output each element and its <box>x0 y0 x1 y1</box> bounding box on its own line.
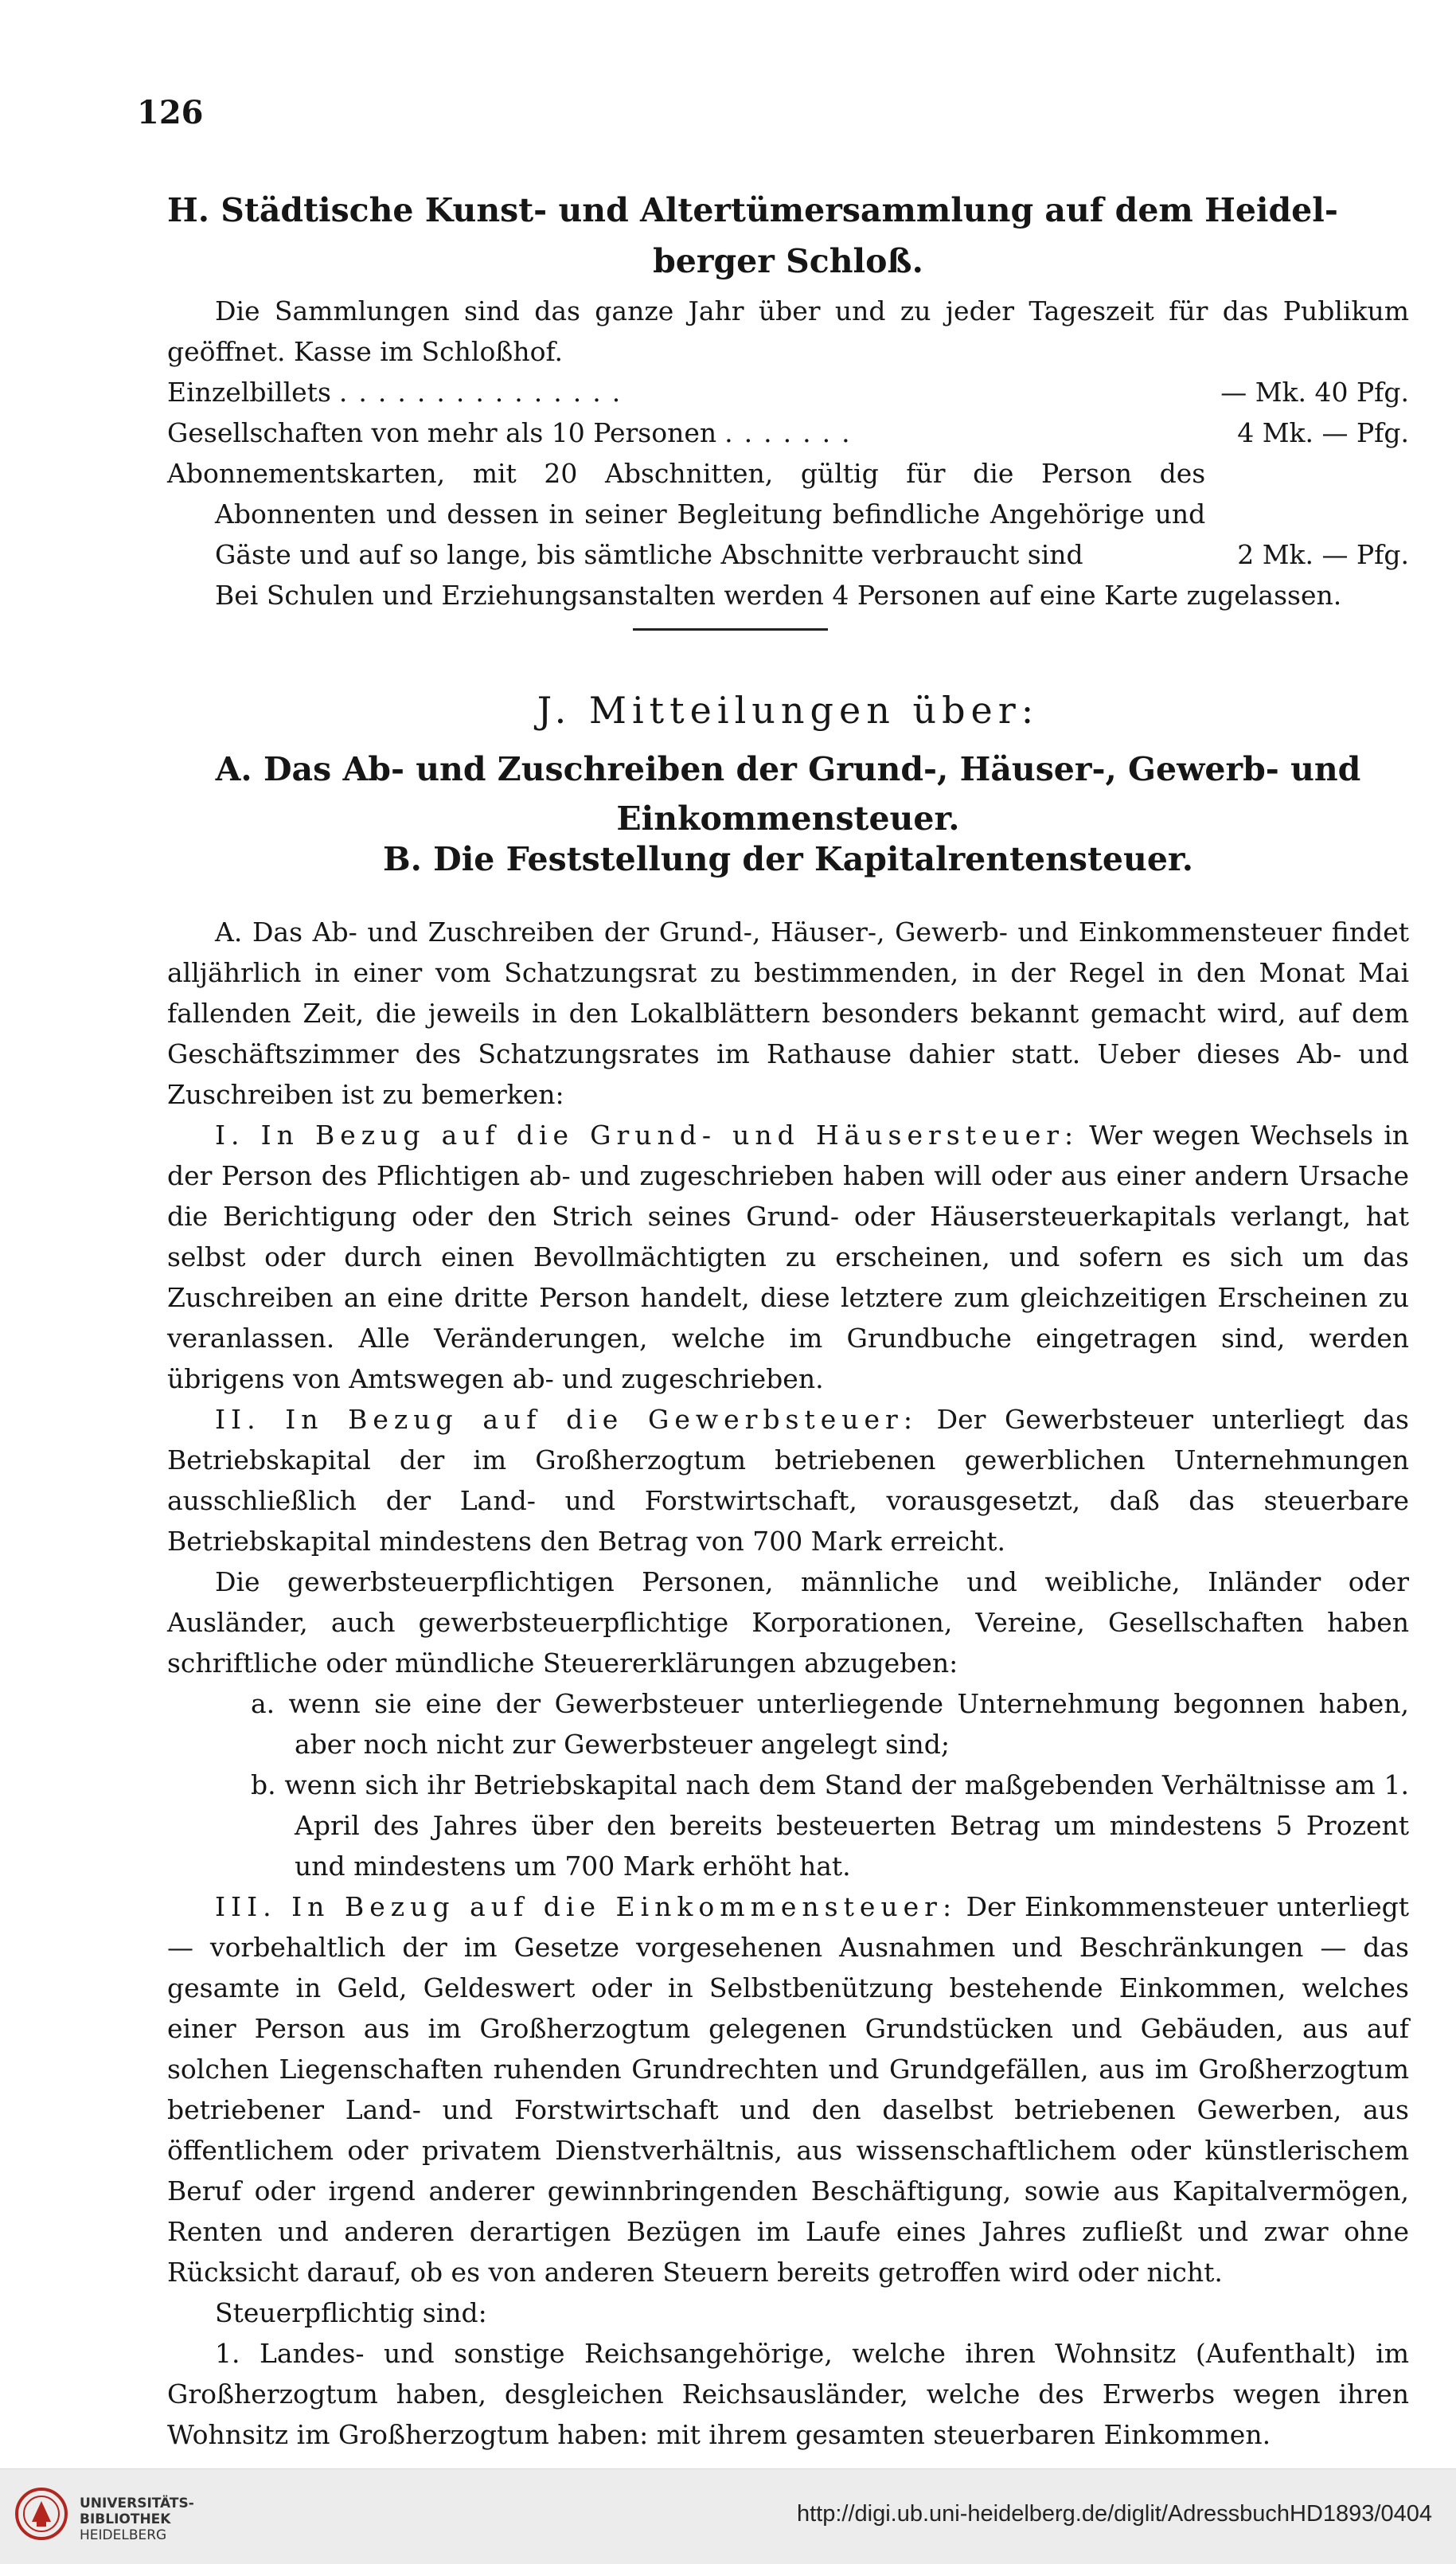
section-divider <box>633 628 828 631</box>
paragraph-a <box>167 912 1409 1115</box>
price-value: — Mk. 40 Pfg. <box>1220 377 1409 408</box>
paragraph-4-text: Der Einkommensteuer unterliegt — vorbehaltlich der im Gesetze vorgesehenen Ausnahmen und Beschränkungen — das gesamte in Geld, Geldeswert oder in Selbstbenützung bestehende Einkommen, welches einer Person aus im Großherzogtum gelegenen Grundstücken und Gebäuden, aus auf solchen Liegenschaften ruhenden Grundrechten und Grundgefällen, aus im Großherzogtum betriebener Land- und Forstwirtschaft und den daselbst betriebenen Gewerben, aus öffentlichem oder privatem Dienstverhältnis, aus wissenschaftlichem oder künstlerischem Beruf oder irgend anderer gewinnbringenden Beschäftigung, sowie aus Kapitalvermögen, Renten und anderen derartigen Bezügen im Laufe eines Jahres zufließt und zwar ohne Rücksicht darauf, ob es von anderen Steuern bereits getroffen wird oder nicht. <box>167 1891 1409 2288</box>
subtitle-a-line1: A. Das Ab- und Zuschreiben der Grund-, Häuser-, Gewerb- und <box>215 750 1361 788</box>
library-name-line3: HEIDELBERG <box>80 2527 167 2543</box>
price-value: 4 Mk. — Pfg. <box>1237 417 1409 448</box>
section-j-subtitle-a <box>167 745 1409 843</box>
paragraph-2-heading: II. In Bezug auf die Gewerbsteuer: <box>215 1404 918 1435</box>
paragraph-3: Die gewerbsteuerpflichtigen Personen, männliche und weibliche, Inländer oder Ausländer, auch gewerbsteuerpflichtige Korporationen, Vereine, Gesellschaften haben schriftliche oder mündliche Steuererklärungen abzugeben: <box>167 1566 1409 1679</box>
section-h-title <box>167 185 1409 287</box>
section-j-title: J. Mitteilungen über: <box>537 689 1040 732</box>
page-number: 126 <box>137 94 204 131</box>
section-h-title-line1: H. Städtische Kunst- und Altertümersammlung auf dem Heidel- <box>167 191 1338 229</box>
paragraph-1 <box>167 1115 1409 1399</box>
paragraph-2-text: Der Gewerbsteuer unterliegt das Betriebskapital der im Großherzogtum betriebenen gewerblichen Unternehmungen ausschließlich der Land- und Forstwirtschaft, vorausgesetzt, daß das steuerbare Betriebskapital mindestens den Betrag von 700 Mark erreicht. <box>167 1404 1409 1557</box>
section-h-body <box>167 291 1409 616</box>
section-j-subtitle-b: B. Die Feststellung der Kapitalrentensteuer. <box>382 840 1194 878</box>
abonnement-price: 2 Mk. — Pfg. <box>1237 539 1409 570</box>
leader-dots: ....... <box>724 417 861 448</box>
price-row-einzelbillets <box>167 372 1409 412</box>
paragraph-4-heading: III. In Bezug auf die Einkommensteuer: <box>215 1891 958 1922</box>
paragraph-5: Steuerpflichtig sind: <box>215 2297 487 2328</box>
paragraph-1-text: Wer wegen Wechsels in der Person des Pflichtigen ab- und zugeschrieben haben will oder aus einer andern Ursache die Berichtigung oder den Strich seines Grund- oder Häusersteuerkapitals verlangt, hat selbst oder durch einen Bevollmächtigten zu erscheinen, und sofern es sich um das Zuschreiben an eine dritte Person handelt, diese letztere zum gleichzeitigen Erscheinen zu veranlassen. Alle Veränderungen, welche im Grundbuche eingetragen sind, werden übrigens von Amtswegen ab- und zugeschrieben. <box>167 1120 1409 1394</box>
source-url-link[interactable]: http://digi.ub.uni-heidelberg.de/diglit/AdressbuchHD1893/0404 <box>796 2501 1432 2527</box>
price-row-gesellschaften <box>167 412 1409 453</box>
university-seal-icon <box>14 2487 68 2541</box>
paragraph-a-label: A. <box>215 917 243 948</box>
paragraph-4 <box>167 1886 1409 2292</box>
footer-bar <box>0 2468 1456 2564</box>
list-item-a: a. wenn sie eine der Gewerbsteuer unterliegende Unternehmung begonnen haben, aber noch nicht zur Gewerbsteuer angelegt sind; <box>251 1688 1409 1760</box>
library-name <box>80 2496 194 2543</box>
paragraph-2 <box>167 1399 1409 1561</box>
price-row-abonnement <box>167 453 1409 575</box>
library-name-line1: UNIVERSITÄTS- <box>80 2496 194 2511</box>
price-label: Gesellschaften von mehr als 10 Personen <box>167 417 717 448</box>
paragraph-a-text: Das Ab- und Zuschreiben der Grund-, Häuser-, Gewerb- und Einkommensteuer findet alljährlich in einer vom Schatzungsrat zu bestimmenden, in der Regel in den Monat Mai fallenden Zeit, die jeweils in den Lokalblättern besonders bekannt gemacht wird, auf dem Geschäftszimmer des Schatzungsrates im Rathause dahier statt. Ueber dieses Ab- und Zuschreiben ist zu bemerken: <box>167 917 1409 1110</box>
section-h-title-line2: berger Schloß. <box>653 242 923 280</box>
price-label: Einzelbillets <box>167 377 331 408</box>
main-text <box>167 912 1409 2455</box>
paragraph-6: 1. Landes- und sonstige Reichsangehörige, welche ihren Wohnsitz (Aufenthalt) im Großherzogtum haben, desgleichen Reichsausländer, welche des Erwerbs wegen ihren Wohnsitz im Großherzogtum haben: mit ihrem gesamten steuerbaren Einkommen. <box>167 2338 1409 2450</box>
abonnement-text: Abonnementskarten, mit 20 Abschnitten, gültig für die Person des Abonnenten und dessen in seiner Begleitung befindliche Angehörige und Gäste und auf so lange, bis sämtliche Abschnitte verbraucht sind <box>167 458 1206 570</box>
list-item-b: b. wenn sich ihr Betriebskapital nach dem Stand der maßgebenden Verhältnisse am 1. April des Jahres über den bereits besteuerten Betrag um mindestens 5 Prozent und mindestens um 700 Mark erhöht hat. <box>251 1769 1409 1882</box>
paragraph-1-heading: I. In Bezug auf die Grund- und Häusersteuer: <box>215 1120 1079 1151</box>
section-h-intro: Die Sammlungen sind das ganze Jahr über und zu jeder Tageszeit für das Publikum geöffnet. Kasse im Schloßhof. <box>167 295 1409 367</box>
library-name-line2: BIBLIOTHEK <box>80 2511 171 2527</box>
schools-note: Bei Schulen und Erziehungsanstalten werden 4 Personen auf eine Karte zugelassen. <box>215 580 1342 611</box>
leader-dots: ............... <box>338 377 632 408</box>
subtitle-a-line2: Einkommensteuer. <box>616 799 960 838</box>
